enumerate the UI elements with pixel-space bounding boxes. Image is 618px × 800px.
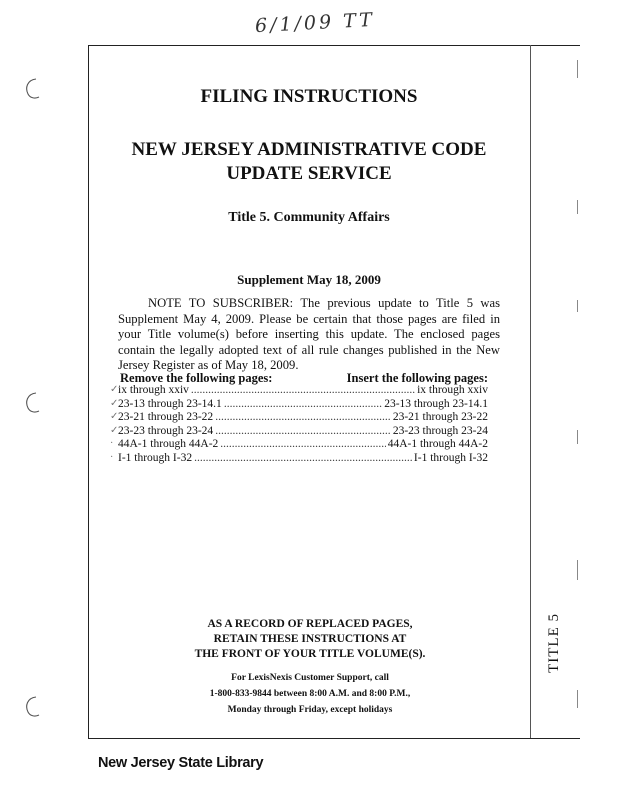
- record-notice: [150, 617, 470, 662]
- leader-dots: [215, 411, 391, 423]
- insert-range: 23-13 through 23-14.1: [384, 397, 488, 410]
- binder-hole-icon: [22, 76, 44, 102]
- support-line3: Monday through Friday, except holidays: [227, 705, 393, 715]
- table-row: [110, 384, 488, 398]
- edge-mark: [577, 690, 578, 708]
- binder-hole-icon: [22, 390, 44, 416]
- edge-mark: [577, 430, 578, 444]
- remove-range: 44A-1 through 44A-2: [118, 438, 219, 451]
- page-list: [110, 384, 488, 466]
- leader-dots: [191, 384, 415, 396]
- code-title-line2: UPDATE SERVICE: [226, 163, 392, 184]
- insert-range: ix through xxiv: [417, 384, 488, 396]
- page-frame-top: [88, 45, 580, 46]
- remove-pages-header: Remove the following pages:: [120, 371, 273, 385]
- edge-mark: [577, 300, 578, 312]
- edge-mark: [577, 200, 578, 214]
- check-mark-icon: ·: [110, 438, 114, 450]
- remove-range: I-1 through I-32: [118, 451, 193, 464]
- record-line2: RETAIN THESE INSTRUCTIONS AT: [213, 633, 407, 645]
- subscriber-note: NOTE TO SUBSCRIBER: The previous update to Title 5 was Supplement May 4, 2009. Please be certain that those pages are filed in your Title volume(s) before inserting this update. The enclosed pages contain the legally adopted text of all rule changes published in the New Jersey Register as of May 18, 2009.: [118, 296, 500, 372]
- insert-range: 23-23 through 23-24: [392, 424, 488, 437]
- library-stamp: New Jersey State Library: [98, 755, 264, 771]
- table-row: [110, 438, 488, 452]
- remove-range: 23-13 through 23-14.1: [118, 397, 222, 410]
- record-line3: THE FRONT OF YOUR TITLE VOLUME(S).: [194, 648, 426, 660]
- table-row: [110, 397, 488, 412]
- code-title-line1: NEW JERSEY ADMINISTRATIVE CODE: [131, 139, 487, 160]
- code-title: [88, 138, 530, 186]
- binder-hole-icon: [22, 694, 44, 720]
- tab-divider-line: [530, 45, 531, 738]
- check-mark-icon: ✓: [110, 384, 119, 395]
- title-tab-label: TITLE 5: [545, 613, 562, 673]
- leader-dots: [215, 425, 391, 437]
- remove-range: ix through xxiv: [118, 384, 189, 396]
- page-frame-bottom: [88, 738, 580, 739]
- leader-dots: [194, 452, 412, 464]
- check-mark-icon: ·: [110, 451, 114, 463]
- page-title: FILING INSTRUCTIONS: [200, 86, 418, 107]
- edge-mark: [577, 60, 578, 78]
- insert-range: I-1 through I-32: [413, 451, 488, 464]
- leader-dots: [224, 398, 382, 410]
- leader-dots: [220, 438, 385, 450]
- remove-range: 23-23 through 23-24: [118, 424, 214, 437]
- remove-range: 23-21 through 23-22: [118, 411, 214, 424]
- table-row: [110, 424, 488, 439]
- insert-pages-header: Insert the following pages:: [346, 371, 488, 385]
- support-line2: 1-800-833-9844 between 8:00 A.M. and 8:00 P.M.,: [209, 689, 411, 699]
- customer-support-info: [150, 670, 470, 718]
- check-mark-icon: ✓: [110, 411, 119, 423]
- insert-range: 23-21 through 23-22: [392, 411, 488, 424]
- table-row: [110, 411, 488, 425]
- support-line1: For LexisNexis Customer Support, call: [231, 673, 389, 683]
- title-tab: [541, 605, 567, 681]
- edge-mark: [577, 560, 578, 580]
- check-mark-icon: ✓: [110, 397, 119, 409]
- record-line1: AS A RECORD OF REPLACED PAGES,: [207, 618, 413, 630]
- table-row: [110, 451, 488, 466]
- check-mark-icon: ✓: [110, 424, 119, 436]
- insert-range: 44A-1 through 44A-2: [387, 438, 488, 451]
- title-section: Title 5. Community Affairs: [228, 210, 390, 225]
- handwritten-date-note: 6/1/09 TT: [254, 8, 376, 38]
- supplement-heading: Supplement May 18, 2009: [237, 272, 381, 287]
